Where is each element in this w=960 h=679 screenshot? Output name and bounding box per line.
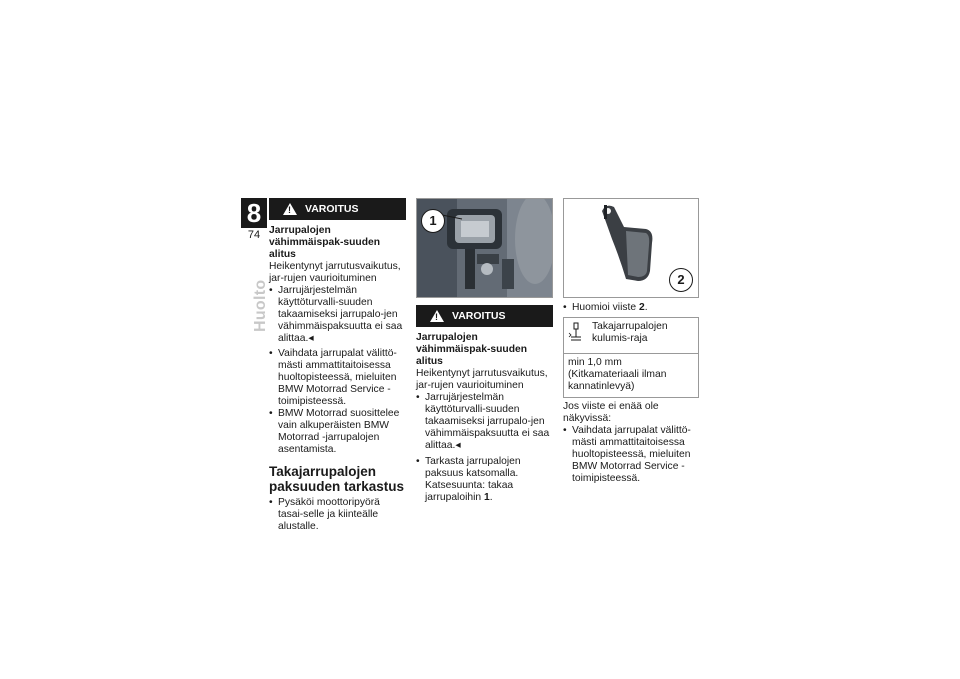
- warning-title: Jarrupalojen vähimmäispak-suuden alitus: [416, 332, 528, 367]
- followup-text: Jos viiste ei enää ole näkyvissä:: [563, 401, 659, 424]
- callout-reference: 1: [483, 492, 490, 503]
- list-item: • Jarrujärjestelmän käyttöturvalli-suuden takaamiseksi jarrupalo-jen vähimmäispaksuutta ei saa alittaa.◂: [416, 392, 553, 452]
- list-item: • Vaihdata jarrupalat välittö-mästi ammattitaitoisessa huoltopisteessä, mieluiten BMW Motorrad Service -toimipisteessä.: [563, 425, 699, 485]
- warning-text: Heikentynyt jarrutusvaikutus, jar-rujen vaurioituminen: [269, 261, 401, 284]
- list-item: • Jarrujärjestelmän käyttöturvalli-suuden takaamiseksi jarrupalo-jen vähimmäispaksuutta ei saa alittaa.◂: [269, 285, 406, 345]
- spec-label: Takajarrupalojen kulumis-raja: [592, 321, 668, 344]
- spec-box: [563, 317, 699, 398]
- column-2: [416, 198, 553, 504]
- page-number: 74: [247, 229, 261, 241]
- spec-value: min 1,0 mm (Kitkamateriaali ilman kannatinlevyä): [568, 357, 667, 392]
- list-item-end: .: [644, 302, 648, 313]
- warning-title: Jarrupalojen vähimmäispak-suuden alitus: [269, 225, 381, 260]
- warning-banner: [269, 198, 406, 220]
- warning-text: Heikentynyt jarrutusvaikutus, jar-rujen vaurioituminen: [416, 368, 548, 391]
- list-item-end: .: [489, 492, 493, 503]
- list-item-text: Tarkasta jarrupalojen paksuus katsomalla. Katsesuunta: takaa jarrupaloihin: [425, 456, 521, 503]
- callout-reference: 2: [638, 302, 645, 313]
- warning-label: VAROITUS: [305, 203, 359, 215]
- list-item: • Pysäköi moottoripyörä tasai-selle ja kiinteälle alustalle.: [269, 497, 406, 533]
- bullet-list: [563, 302, 699, 314]
- section-bullet-list: [269, 497, 406, 533]
- list-item-text: Huomioi viiste: [572, 302, 637, 313]
- list-item: • BMW Motorrad suosittelee vain alkuperäisten BMW Motorrad -jarrupalojen asentamista.: [269, 408, 406, 456]
- chapter-number: 8: [241, 198, 267, 228]
- warning-triangle-icon: !: [283, 203, 297, 215]
- bullet-list: [563, 425, 699, 485]
- section-side-label: Huolto: [252, 279, 269, 332]
- wear-limit-icon: [568, 321, 584, 349]
- list-item: [563, 302, 699, 314]
- bullet-list: [416, 392, 553, 504]
- warning-triangle-icon: !: [430, 310, 444, 322]
- photo-callout-1: 1: [421, 209, 445, 233]
- warning-banner: [416, 305, 553, 327]
- list-item: • Vaihdata jarrupalat välittö-mästi ammattitaitoisessa huoltopisteessä, mieluiten BMW Motorrad Service -toimipisteessä.: [269, 348, 406, 408]
- warning-label: VAROITUS: [452, 310, 506, 322]
- list-item: [416, 456, 553, 504]
- column-1: [269, 198, 406, 533]
- brake-pad-photo: [563, 198, 699, 298]
- photo-callout-2: 2: [669, 268, 693, 292]
- brake-caliper-photo: [416, 198, 553, 298]
- warning-bullet-list: [269, 285, 406, 456]
- column-3: [563, 198, 699, 485]
- section-title: Takajarrupalojen paksuuden tarkastus: [269, 464, 405, 494]
